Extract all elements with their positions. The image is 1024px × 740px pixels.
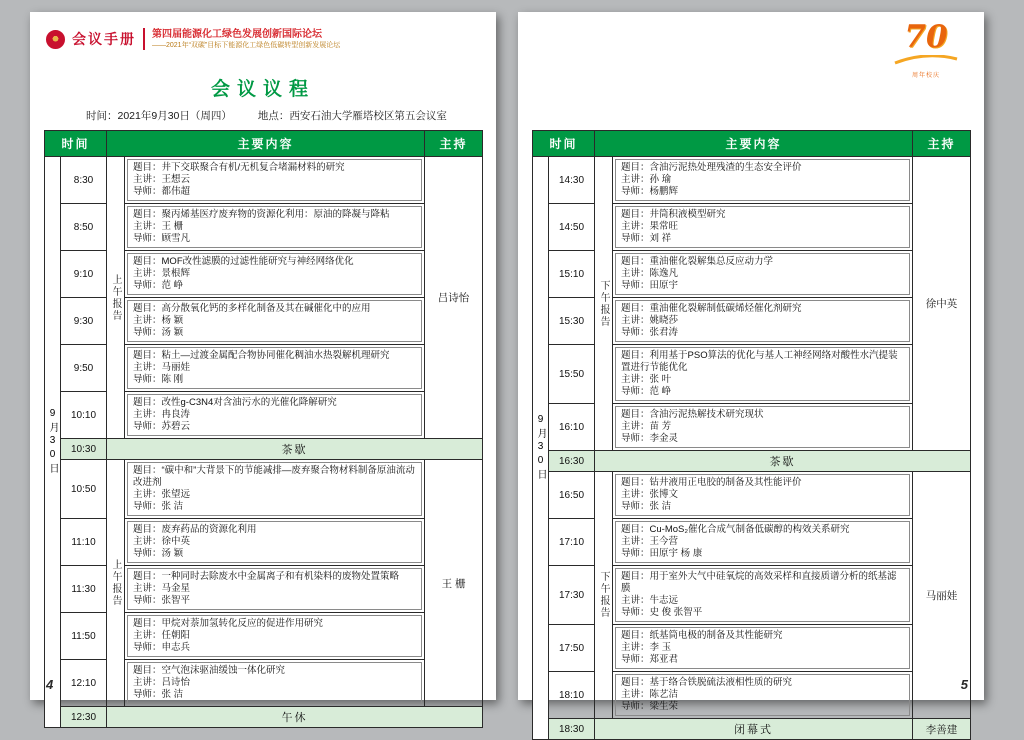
session-host: 王 栅 bbox=[425, 460, 483, 707]
talk-content bbox=[613, 251, 913, 298]
talk-speaker: 主讲：陈艺洁 bbox=[621, 689, 679, 700]
break-time: 16:30 bbox=[549, 451, 595, 472]
anniversary-logo bbox=[890, 19, 962, 79]
talk-content bbox=[613, 472, 913, 519]
talk-row bbox=[533, 472, 971, 519]
session-host: 马丽娃 bbox=[913, 472, 971, 719]
talk-title: 题目：粘土—过渡金属配合物协同催化稠油水热裂解机理研究 bbox=[133, 350, 390, 361]
talk-speaker: 主讲：陈逸凡 bbox=[621, 268, 679, 279]
talk-advisor: 导师：梁生荣 bbox=[621, 701, 679, 712]
date-cell: 9月30日 bbox=[533, 157, 549, 740]
talk-time: 17:30 bbox=[549, 566, 595, 625]
talk-advisor: 导师：汤 颖 bbox=[133, 548, 184, 559]
talk-content bbox=[613, 519, 913, 566]
talk-advisor: 导师：田原宇 杨 康 bbox=[621, 548, 703, 559]
talk-speaker: 主讲：徐中英 bbox=[133, 536, 191, 547]
session-label: 下午报告 bbox=[595, 472, 613, 719]
talk-advisor: 导师：陈 刚 bbox=[133, 374, 184, 385]
talk-content bbox=[613, 298, 913, 345]
talk-title: 题目：Cu-MoS₂催化合成气制备低碳醇的构效关系研究 bbox=[621, 524, 850, 535]
talk-content bbox=[125, 392, 425, 439]
session-label: 下午报告 bbox=[595, 157, 613, 451]
agenda-location: 地点：西安石油大学雁塔校区第五会议室 bbox=[257, 110, 447, 122]
break-label: 闭幕式 bbox=[595, 719, 913, 740]
talk-content bbox=[613, 404, 913, 451]
talk-speaker: 主讲：张 叶 bbox=[621, 374, 672, 385]
break-label: 茶歇 bbox=[107, 439, 483, 460]
col-header-time: 时间 bbox=[45, 131, 107, 157]
break-row bbox=[533, 719, 971, 740]
talk-speaker: 主讲：张望远 bbox=[133, 489, 191, 500]
talk-advisor: 导师：张君涛 bbox=[621, 327, 679, 338]
talk-speaker: 主讲：王今营 bbox=[621, 536, 679, 547]
talk-title: 题目：甲烷对萘加氢转化反应的促进作用研究 bbox=[133, 618, 324, 629]
agenda-table-left bbox=[44, 130, 483, 728]
talk-speaker: 主讲：果常旺 bbox=[621, 221, 679, 232]
break-time: 18:30 bbox=[549, 719, 595, 740]
talk-content bbox=[125, 660, 425, 707]
break-row bbox=[45, 707, 483, 728]
talk-advisor: 导师：申志兵 bbox=[133, 642, 191, 653]
date-cell: 9月30日 bbox=[45, 157, 61, 728]
talk-content bbox=[125, 204, 425, 251]
talk-title: 题目：含油污泥热处理残渣的生态安全评价 bbox=[621, 162, 802, 173]
talk-time: 17:50 bbox=[549, 625, 595, 672]
talk-advisor: 导师：李金灵 bbox=[621, 433, 679, 444]
anniversary-tagline: 周年校庆 bbox=[911, 73, 940, 79]
page-right bbox=[518, 12, 984, 736]
talk-speaker: 主讲：姚晓莎 bbox=[621, 315, 679, 326]
talk-advisor: 导师：刘 祥 bbox=[621, 233, 672, 244]
col-header-content: 主要内容 bbox=[107, 131, 425, 157]
talk-time: 16:10 bbox=[549, 404, 595, 451]
agenda-date: 时间：2021年9月30日（周四） bbox=[86, 110, 232, 122]
page-number-left: 4 bbox=[46, 677, 54, 692]
talk-title: 题目：重油催化裂解集总反应动力学 bbox=[621, 256, 774, 267]
talk-title: 题目：钻井液用正电胶的制备及其性能评价 bbox=[621, 477, 802, 488]
masthead-divider bbox=[143, 28, 145, 50]
talk-advisor: 导师：张 洁 bbox=[621, 501, 672, 512]
col-header-host: 主持 bbox=[913, 131, 971, 157]
talk-title: 题目：纸基筒电极的制备及其性能研究 bbox=[621, 630, 783, 641]
talk-advisor: 导师：张 洁 bbox=[133, 689, 184, 700]
talk-time: 9:50 bbox=[61, 345, 107, 392]
talk-advisor: 导师：张 洁 bbox=[133, 501, 184, 512]
talk-row bbox=[45, 157, 483, 204]
masthead bbox=[46, 28, 340, 50]
talk-time: 8:50 bbox=[61, 204, 107, 251]
talk-content bbox=[125, 566, 425, 613]
talk-advisor: 导师：杨鹏辉 bbox=[621, 186, 679, 197]
talk-content bbox=[613, 204, 913, 251]
talk-content bbox=[125, 251, 425, 298]
talk-time: 10:50 bbox=[61, 460, 107, 519]
talk-content bbox=[125, 519, 425, 566]
agenda-table-right bbox=[532, 130, 971, 740]
talk-content bbox=[613, 566, 913, 625]
forum-titles bbox=[152, 28, 340, 50]
talk-advisor: 导师：范 峥 bbox=[133, 280, 184, 291]
talk-content bbox=[613, 345, 913, 404]
break-time: 10:30 bbox=[61, 439, 107, 460]
forum-subtitle: ——2021年“双碳”目标下能源化工绿色低碳转型创新发展论坛 bbox=[152, 42, 341, 49]
break-row bbox=[533, 451, 971, 472]
talk-speaker: 主讲：王想云 bbox=[133, 174, 191, 185]
talk-title: 题目：用于室外大气中硅氧烷的高效采样和直接质谱分析的纸基滤膜 bbox=[621, 571, 897, 594]
talk-speaker: 主讲：马金星 bbox=[133, 583, 191, 594]
break-label: 茶歇 bbox=[595, 451, 971, 472]
talk-title: 题目：井下交联聚合有机/无机复合堵漏材料的研究 bbox=[133, 162, 345, 173]
talk-time: 11:30 bbox=[61, 566, 107, 613]
talk-title: 题目：井筒积液模型研究 bbox=[621, 209, 726, 220]
talk-speaker: 主讲：李 玉 bbox=[621, 642, 672, 653]
talk-time: 16:50 bbox=[549, 472, 595, 519]
talk-time: 11:50 bbox=[61, 613, 107, 660]
talk-content bbox=[125, 345, 425, 392]
talk-speaker: 主讲：苗 芳 bbox=[621, 421, 672, 432]
talk-speaker: 主讲：任朝阳 bbox=[133, 630, 191, 641]
talk-time: 14:50 bbox=[549, 204, 595, 251]
talk-advisor: 导师：汤 颖 bbox=[133, 327, 184, 338]
talk-time: 8:30 bbox=[61, 157, 107, 204]
col-header-time: 时间 bbox=[533, 131, 595, 157]
talk-row bbox=[533, 157, 971, 204]
talk-advisor: 导师：都伟超 bbox=[133, 186, 191, 197]
talk-time: 11:10 bbox=[61, 519, 107, 566]
university-emblem-icon bbox=[46, 30, 65, 49]
talk-advisor: 导师：郑亚君 bbox=[621, 654, 679, 665]
agenda-title: 会议议程 bbox=[210, 79, 315, 100]
talk-advisor: 导师：顾雪凡 bbox=[133, 233, 191, 244]
talk-time: 10:10 bbox=[61, 392, 107, 439]
session-label: 上午报告 bbox=[107, 460, 125, 707]
talk-speaker: 主讲：马丽娃 bbox=[133, 362, 191, 373]
talk-speaker: 主讲：吕诗怡 bbox=[133, 677, 191, 688]
talk-title: 题目：聚丙烯基医疗废弃物的资源化利用：原油的降凝与降粘 bbox=[133, 209, 390, 220]
col-header-host: 主持 bbox=[425, 131, 483, 157]
break-host: 李善建 bbox=[913, 719, 971, 740]
talk-time: 15:10 bbox=[549, 251, 595, 298]
talk-time: 17:10 bbox=[549, 519, 595, 566]
talk-title: 题目：利用基于PSO算法的优化与基人工神经网络对酸性水汽提装置进行节能优化 bbox=[621, 350, 898, 373]
talk-title: 题目：一种同时去除废水中金属离子和有机染料的废物处置策略 bbox=[133, 571, 400, 582]
table-header-row bbox=[45, 131, 483, 157]
talk-advisor: 导师：田原宇 bbox=[621, 280, 679, 291]
talk-advisor: 导师：苏碧云 bbox=[133, 421, 191, 432]
forum-title: 第四届能源化工绿色发展创新国际论坛 bbox=[152, 29, 322, 40]
table-header-row bbox=[533, 131, 971, 157]
anniversary-70-icon: 70 bbox=[904, 19, 948, 55]
talk-content bbox=[125, 613, 425, 660]
talk-time: 15:50 bbox=[549, 345, 595, 404]
talk-title: 题目：高分散氧化钙的多样化制备及其在碱催化中的应用 bbox=[133, 303, 371, 314]
agenda-meta bbox=[86, 108, 473, 123]
talk-title: 题目：含油污泥热解技术研究现状 bbox=[621, 409, 764, 420]
talk-speaker: 主讲：冉良涛 bbox=[133, 409, 191, 420]
talk-speaker: 主讲：孙 瑜 bbox=[621, 174, 672, 185]
page-left bbox=[30, 12, 496, 724]
break-time: 12:30 bbox=[61, 707, 107, 728]
page-number-right: 5 bbox=[960, 677, 968, 692]
talk-title: 题目：“碳中和”大背景下的节能减排—废弃聚合物材料制备原油流动改进剂 bbox=[133, 465, 415, 488]
talk-speaker: 主讲：张博文 bbox=[621, 489, 679, 500]
talk-title: 题目：空气泡沫驱油缓蚀一体化研究 bbox=[133, 665, 286, 676]
talk-row bbox=[45, 460, 483, 519]
col-header-content: 主要内容 bbox=[595, 131, 913, 157]
talk-content bbox=[125, 460, 425, 519]
anniversary-swoosh-icon bbox=[893, 55, 959, 65]
handbook-title: 会议手册 bbox=[72, 31, 136, 47]
session-host: 吕诗怡 bbox=[425, 157, 483, 439]
talk-time: 12:10 bbox=[61, 660, 107, 707]
talk-time: 9:30 bbox=[61, 298, 107, 345]
talk-speaker: 主讲：牛志远 bbox=[621, 595, 679, 606]
talk-content bbox=[125, 298, 425, 345]
talk-time: 15:30 bbox=[549, 298, 595, 345]
talk-title: 题目：重油催化裂解制低碳烯烃催化剂研究 bbox=[621, 303, 802, 314]
talk-advisor: 导师：范 峥 bbox=[621, 386, 672, 397]
talk-time: 14:30 bbox=[549, 157, 595, 204]
talk-time: 18:10 bbox=[549, 672, 595, 719]
talk-title: 题目：基于络合铁脱硫法液相性质的研究 bbox=[621, 677, 793, 688]
talk-content bbox=[613, 625, 913, 672]
talk-speaker: 主讲：景根辉 bbox=[133, 268, 191, 279]
talk-content bbox=[125, 157, 425, 204]
break-row bbox=[45, 439, 483, 460]
talk-title: 题目：废弃药品的资源化利用 bbox=[133, 524, 257, 535]
talk-advisor: 导师：张智平 bbox=[133, 595, 191, 606]
session-host: 徐中英 bbox=[913, 157, 971, 451]
talk-title: 题目：改性g-C3N4对含油污水的光催化降解研究 bbox=[133, 397, 337, 408]
talk-speaker: 主讲：王 栅 bbox=[133, 221, 184, 232]
break-label: 午休 bbox=[107, 707, 483, 728]
talk-content bbox=[613, 672, 913, 719]
talk-time: 9:10 bbox=[61, 251, 107, 298]
talk-speaker: 主讲：杨 颖 bbox=[133, 315, 184, 326]
talk-content bbox=[613, 157, 913, 204]
talk-advisor: 导师：史 俊 张智平 bbox=[621, 607, 703, 618]
session-label: 上午报告 bbox=[107, 157, 125, 439]
talk-title: 题目：MOF改性滤膜的过滤性能研究与神经网络优化 bbox=[133, 256, 354, 267]
